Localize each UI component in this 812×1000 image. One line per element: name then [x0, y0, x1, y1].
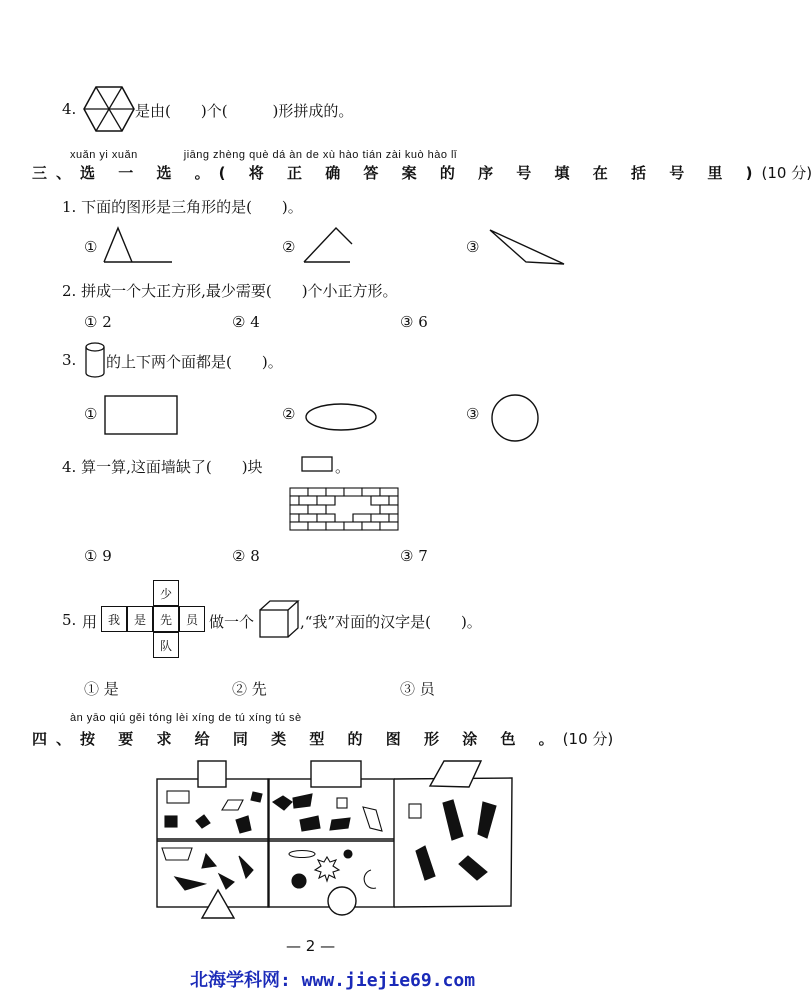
- circle-figure: [491, 394, 539, 442]
- section4-title: 四、按 要 求 给 同 类 型 的 图 形 涂 色 。: [32, 730, 563, 748]
- shape-sorting-figure: [150, 758, 525, 920]
- s3-q1-opt2: ②: [282, 238, 296, 256]
- s3-q5-opt3: ③ 员: [400, 680, 435, 698]
- s3-q2-opt2: ② 4: [232, 313, 260, 331]
- s3-q5-opt2: ② 先: [232, 680, 267, 698]
- net-cell-1: 我: [101, 606, 127, 632]
- cube-icon: [259, 600, 299, 638]
- section4-points: (10 分): [562, 730, 614, 748]
- hexagon-figure: [84, 86, 134, 132]
- ellipse-figure: [305, 402, 377, 432]
- rectangle-figure: [104, 395, 178, 435]
- s3-q3-opt2: ②: [282, 405, 296, 423]
- s3-q1-opt3: ③: [466, 238, 480, 256]
- s3-q5-text1: 做一个: [209, 613, 255, 631]
- q4-prev-number: 4.: [62, 100, 77, 118]
- net-cell-3: 先: [153, 606, 179, 632]
- s3-q5-yong: 用: [82, 613, 98, 631]
- brick-wall-figure: [289, 487, 399, 531]
- s3-q4-opt3: ③ 7: [400, 547, 428, 565]
- s3-q1-text: 1. 下面的图形是三角形的是( )。: [62, 198, 303, 216]
- net-cell-4: 员: [179, 606, 205, 632]
- s3-q2-opt3: ③ 6: [400, 313, 428, 331]
- section4-heading: [32, 728, 613, 749]
- net-cell-bottom: 队: [153, 632, 179, 658]
- section3-pinyin: xuǎn yi xuǎn jiāng zhèng què dá àn de xù hào tián zài kuò hào lǐ: [70, 149, 457, 161]
- q1-triangle-figure: [490, 228, 566, 266]
- s3-q5-text2: ,“我”对面的汉字是( )。: [300, 613, 482, 631]
- q4-prev-text: 是由( )个( )形拼成的。: [135, 102, 354, 120]
- brick-icon: [301, 456, 333, 472]
- s3-q3-opt3: ③: [466, 405, 480, 423]
- q1-angle-figure-2: [304, 226, 354, 266]
- s3-q3-text: 的上下两个面都是( )。: [106, 353, 283, 371]
- section3-title: 三、选 一 选 。( 将 正 确 答 案 的 序 号 填 在 括 号 里 ): [32, 164, 762, 182]
- s3-q1-opt1: ①: [84, 238, 98, 256]
- section3-points: (10 分): [761, 164, 812, 182]
- s3-q2-text: 2. 拼成一个大正方形,最少需要( )个小正方形。: [62, 282, 398, 300]
- section3-heading: [32, 162, 812, 183]
- s3-q3-opt1: ①: [84, 405, 98, 423]
- footer-watermark: 北海学科网: www.jiejie69.com: [190, 970, 476, 991]
- net-cell-top: 少: [153, 580, 179, 606]
- s3-q4-text: 4. 算一算,这面墙缺了( )块: [62, 458, 263, 476]
- cylinder-icon: [84, 342, 106, 378]
- s3-q5-opt1: ① 是: [84, 680, 119, 698]
- q1-angle-figure-1: [104, 226, 174, 266]
- s3-q5-number: 5.: [62, 611, 77, 629]
- s3-q4-opt2: ② 8: [232, 547, 260, 565]
- s3-q4-opt1: ① 9: [84, 547, 112, 565]
- section4-pinyin: àn yāo qiú gěi tóng lèi xíng de tú xíng tú sè: [70, 712, 302, 724]
- s3-q3-number: 3.: [62, 351, 77, 369]
- page-number: — 2 —: [286, 937, 336, 955]
- s3-q4-text-end: 。: [335, 458, 351, 476]
- s3-q2-opt1: ① 2: [84, 313, 112, 331]
- net-cell-2: 是: [127, 606, 153, 632]
